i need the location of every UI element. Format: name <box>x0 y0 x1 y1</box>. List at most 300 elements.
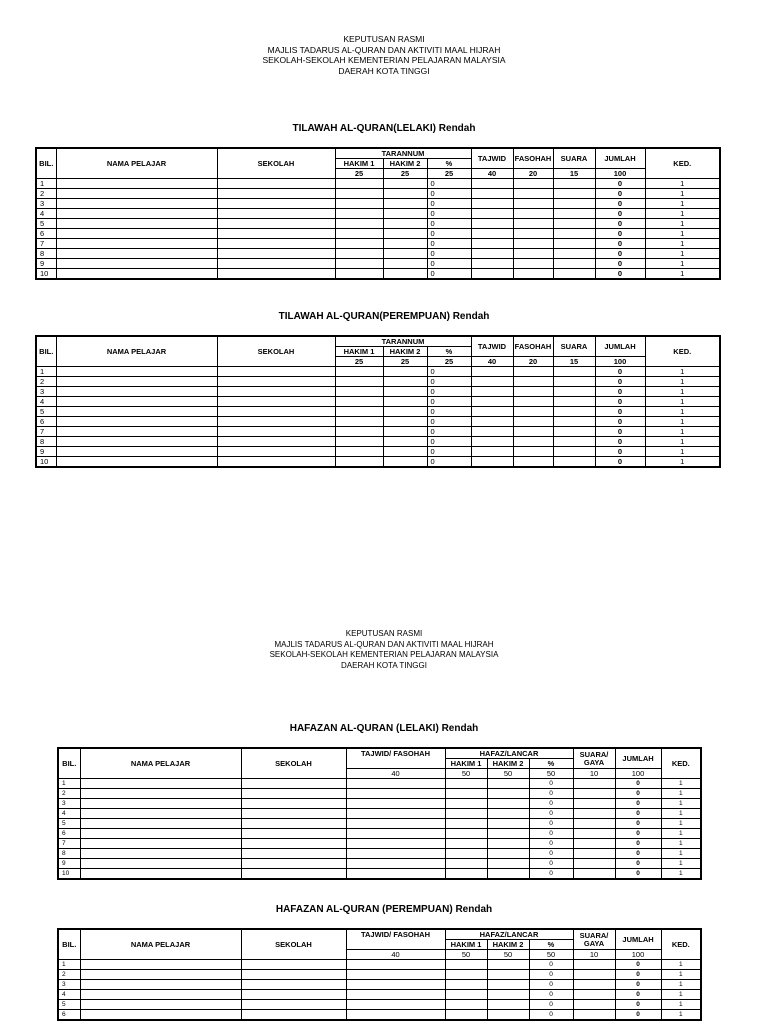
cell-tajwid <box>471 239 513 249</box>
table-row <box>58 799 701 809</box>
cell-hakim2 <box>487 1000 529 1010</box>
cell-hakim2 <box>383 377 427 387</box>
cell-hakim2 <box>487 980 529 990</box>
col-hakim2: HAKIM 2 <box>487 759 529 769</box>
cell-pct: 0 <box>529 849 573 859</box>
cell-pct: 0 <box>427 179 471 189</box>
cell-jumlah: 0 <box>615 980 661 990</box>
col-jumlah: JUMLAH <box>615 748 661 769</box>
cell-bil: 5 <box>58 819 80 829</box>
cell-nama <box>80 829 241 839</box>
col-tajwid: TAJWID <box>471 336 513 357</box>
cell-jumlah: 0 <box>615 859 661 869</box>
cell-tajwid-fasohah <box>346 849 445 859</box>
cell-bil: 1 <box>58 960 80 970</box>
cell-tajwid-fasohah <box>346 990 445 1000</box>
cell-hakim2 <box>487 869 529 880</box>
cell-jumlah: 0 <box>595 209 645 219</box>
cell-ked: 1 <box>645 447 720 457</box>
cell-hakim2 <box>383 239 427 249</box>
table-row <box>58 869 701 880</box>
col-hakim2: HAKIM 2 <box>487 940 529 950</box>
max-score: 25 <box>335 169 383 179</box>
cell-hakim1 <box>445 980 487 990</box>
cell-sekolah <box>217 189 335 199</box>
cell-ked: 1 <box>645 457 720 468</box>
cell-hakim2 <box>487 819 529 829</box>
max-score: 10 <box>573 769 615 779</box>
cell-nama <box>80 799 241 809</box>
cell-suara-gaya <box>573 809 615 819</box>
cell-bil: 2 <box>58 789 80 799</box>
cell-sekolah <box>217 367 335 377</box>
cell-sekolah <box>241 839 346 849</box>
cell-pct: 0 <box>427 219 471 229</box>
max-score: 100 <box>595 357 645 367</box>
cell-pct: 0 <box>529 779 573 789</box>
cell-fasohah <box>513 417 553 427</box>
cell-tajwid-fasohah <box>346 819 445 829</box>
cell-hakim2 <box>487 839 529 849</box>
header-line: DAERAH KOTA TINGGI <box>338 65 430 76</box>
cell-ked: 1 <box>645 377 720 387</box>
cell-tajwid-fasohah <box>346 789 445 799</box>
cell-jumlah: 0 <box>615 869 661 880</box>
cell-hakim1 <box>335 269 383 280</box>
table-row <box>58 829 701 839</box>
cell-hakim1 <box>335 179 383 189</box>
cell-hakim1 <box>335 249 383 259</box>
cell-sekolah <box>241 809 346 819</box>
col-tajwid-fasohah: TAJWID/ FASOHAH <box>346 929 445 950</box>
cell-ked: 1 <box>645 199 720 209</box>
cell-suara <box>553 367 595 377</box>
col-hafaz-lancar: HAFAZ/LANCAR <box>445 748 573 759</box>
col-jumlah: JUMLAH <box>615 929 661 950</box>
cell-bil: 3 <box>58 799 80 809</box>
cell-ked: 1 <box>645 427 720 437</box>
cell-nama <box>56 407 217 417</box>
cell-hakim1 <box>335 189 383 199</box>
col-bil: BIL. <box>58 748 80 779</box>
cell-sekolah <box>217 249 335 259</box>
cell-pct: 0 <box>529 960 573 970</box>
cell-suara <box>553 387 595 397</box>
cell-jumlah: 0 <box>595 219 645 229</box>
cell-suara-gaya <box>573 799 615 809</box>
col-ked: KED. <box>661 748 701 779</box>
cell-suara <box>553 397 595 407</box>
table-row <box>36 199 720 209</box>
header-line: KEPUTUSAN RASMI <box>345 629 423 638</box>
col-jumlah: JUMLAH <box>595 148 645 169</box>
cell-bil: 6 <box>58 829 80 839</box>
cell-sekolah <box>217 447 335 457</box>
cell-tajwid <box>471 259 513 269</box>
cell-bil: 3 <box>36 199 56 209</box>
cell-suara <box>553 437 595 447</box>
cell-pct: 0 <box>529 799 573 809</box>
table-row <box>58 859 701 869</box>
cell-tajwid-fasohah <box>346 970 445 980</box>
table-row <box>36 407 720 417</box>
cell-suara <box>553 179 595 189</box>
cell-pct: 0 <box>427 417 471 427</box>
cell-bil: 9 <box>36 447 56 457</box>
cell-fasohah <box>513 367 553 377</box>
cell-bil: 4 <box>58 990 80 1000</box>
cell-hakim1 <box>445 789 487 799</box>
col-tarannum: TARANNUM <box>335 336 471 347</box>
cell-hakim2 <box>383 219 427 229</box>
cell-hakim1 <box>335 417 383 427</box>
cell-hakim1 <box>335 437 383 447</box>
cell-pct: 0 <box>427 239 471 249</box>
cell-tajwid <box>471 219 513 229</box>
cell-bil: 5 <box>36 407 56 417</box>
cell-nama <box>56 209 217 219</box>
cell-sekolah <box>241 819 346 829</box>
cell-nama <box>80 960 241 970</box>
cell-ked: 1 <box>645 417 720 427</box>
cell-jumlah: 0 <box>615 990 661 1000</box>
cell-fasohah <box>513 259 553 269</box>
cell-hakim2 <box>383 189 427 199</box>
cell-tajwid-fasohah <box>346 869 445 880</box>
cell-sekolah <box>217 219 335 229</box>
cell-suara-gaya <box>573 849 615 859</box>
cell-sekolah <box>241 849 346 859</box>
col-bil: BIL. <box>58 929 80 960</box>
table-row <box>36 239 720 249</box>
cell-tajwid <box>471 249 513 259</box>
cell-hakim2 <box>487 1010 529 1021</box>
max-score: 25 <box>335 357 383 367</box>
cell-pct: 0 <box>427 397 471 407</box>
cell-pct: 0 <box>529 980 573 990</box>
cell-hakim1 <box>445 829 487 839</box>
cell-hakim2 <box>487 829 529 839</box>
cell-sekolah <box>217 377 335 387</box>
cell-nama <box>56 437 217 447</box>
col-ked: KED. <box>661 929 701 960</box>
cell-jumlah: 0 <box>615 1010 661 1021</box>
cell-ked: 1 <box>645 269 720 280</box>
cell-fasohah <box>513 209 553 219</box>
cell-fasohah <box>513 179 553 189</box>
cell-jumlah: 0 <box>615 819 661 829</box>
cell-hakim1 <box>335 239 383 249</box>
cell-suara <box>553 259 595 269</box>
col-pct: % <box>529 940 573 950</box>
cell-tajwid-fasohah <box>346 1010 445 1021</box>
cell-bil: 8 <box>36 437 56 447</box>
cell-hakim1 <box>335 367 383 377</box>
cell-pct: 0 <box>529 829 573 839</box>
cell-bil: 10 <box>58 869 80 880</box>
cell-ked: 1 <box>661 1010 701 1021</box>
cell-pct: 0 <box>427 209 471 219</box>
cell-tajwid <box>471 367 513 377</box>
col-hakim2: HAKIM 2 <box>383 347 427 357</box>
cell-sekolah <box>217 209 335 219</box>
table-row <box>36 387 720 397</box>
cell-hakim1 <box>335 457 383 468</box>
cell-hakim1 <box>445 839 487 849</box>
cell-suara <box>553 239 595 249</box>
cell-bil: 9 <box>36 259 56 269</box>
cell-suara <box>553 457 595 468</box>
cell-sekolah <box>241 1010 346 1021</box>
cell-fasohah <box>513 239 553 249</box>
cell-jumlah: 0 <box>615 829 661 839</box>
col-hakim1: HAKIM 1 <box>335 159 383 169</box>
cell-nama <box>80 819 241 829</box>
cell-tajwid <box>471 437 513 447</box>
cell-hakim1 <box>445 1000 487 1010</box>
col-jumlah: JUMLAH <box>595 336 645 357</box>
cell-fasohah <box>513 189 553 199</box>
page2-header <box>0 629 768 671</box>
cell-tajwid-fasohah <box>346 859 445 869</box>
cell-ked: 1 <box>645 259 720 269</box>
cell-nama <box>80 809 241 819</box>
cell-jumlah: 0 <box>595 437 645 447</box>
table-row <box>58 809 701 819</box>
cell-jumlah: 0 <box>595 377 645 387</box>
cell-tajwid-fasohah <box>346 960 445 970</box>
col-tajwid: TAJWID <box>471 148 513 169</box>
cell-jumlah: 0 <box>595 457 645 468</box>
cell-pct: 0 <box>529 1010 573 1021</box>
cell-suara <box>553 189 595 199</box>
table-row <box>58 849 701 859</box>
cell-hakim2 <box>487 779 529 789</box>
cell-ked: 1 <box>645 397 720 407</box>
cell-bil: 1 <box>58 779 80 789</box>
cell-sekolah <box>241 960 346 970</box>
cell-jumlah: 0 <box>595 427 645 437</box>
table-row <box>36 457 720 468</box>
col-pct: % <box>427 347 471 357</box>
section-title-hafazan-perempuan: HAFAZAN AL-QURAN (PEREMPUAN) Rendah <box>275 904 493 915</box>
cell-fasohah <box>513 457 553 468</box>
cell-bil: 4 <box>58 809 80 819</box>
cell-jumlah: 0 <box>595 367 645 377</box>
cell-nama <box>80 1000 241 1010</box>
table-row <box>36 437 720 447</box>
cell-ked: 1 <box>661 789 701 799</box>
cell-bil: 1 <box>36 367 56 377</box>
cell-suara-gaya <box>573 1000 615 1010</box>
cell-ked: 1 <box>645 367 720 377</box>
cell-suara <box>553 417 595 427</box>
cell-hakim1 <box>445 809 487 819</box>
table-row <box>58 779 701 789</box>
table-row <box>58 990 701 1000</box>
cell-hakim2 <box>383 209 427 219</box>
cell-suara <box>553 209 595 219</box>
cell-sekolah <box>217 457 335 468</box>
cell-suara-gaya <box>573 819 615 829</box>
max-score: 100 <box>615 950 661 960</box>
col-nama-pelajar: NAMA PELAJAR <box>56 336 217 367</box>
cell-ked: 1 <box>661 869 701 880</box>
cell-pct: 0 <box>529 859 573 869</box>
col-pct: % <box>529 759 573 769</box>
cell-hakim1 <box>335 387 383 397</box>
cell-sekolah <box>217 259 335 269</box>
cell-ked: 1 <box>661 1000 701 1010</box>
cell-ked: 1 <box>645 387 720 397</box>
cell-nama <box>80 869 241 880</box>
cell-jumlah: 0 <box>595 179 645 189</box>
max-score: 50 <box>487 950 529 960</box>
cell-nama <box>56 397 217 407</box>
cell-pct: 0 <box>427 437 471 447</box>
cell-jumlah: 0 <box>615 789 661 799</box>
col-nama-pelajar: NAMA PELAJAR <box>56 148 217 179</box>
cell-hakim2 <box>383 387 427 397</box>
table-row <box>36 249 720 259</box>
cell-pct: 0 <box>427 377 471 387</box>
cell-pct: 0 <box>427 407 471 417</box>
section-title-tilawah-lelaki: TILAWAH AL-QURAN(LELAKI) Rendah <box>292 123 476 134</box>
max-score: 50 <box>529 769 573 779</box>
cell-ked: 1 <box>661 859 701 869</box>
cell-jumlah: 0 <box>595 417 645 427</box>
col-ked: KED. <box>645 148 720 179</box>
cell-jumlah: 0 <box>615 849 661 859</box>
cell-sekolah <box>217 437 335 447</box>
col-fasohah: FASOHAH <box>513 336 553 357</box>
cell-bil: 2 <box>36 189 56 199</box>
table-row <box>58 960 701 970</box>
cell-hakim2 <box>487 859 529 869</box>
cell-hakim1 <box>445 859 487 869</box>
cell-pct: 0 <box>427 367 471 377</box>
col-bil: BIL. <box>36 336 56 367</box>
table-row <box>36 179 720 189</box>
table-row <box>36 209 720 219</box>
cell-sekolah <box>241 829 346 839</box>
cell-hakim1 <box>445 799 487 809</box>
cell-hakim1 <box>335 259 383 269</box>
cell-ked: 1 <box>661 960 701 970</box>
cell-bil: 7 <box>36 239 56 249</box>
tilawah-lelaki-table <box>35 147 721 280</box>
col-sekolah: SEKOLAH <box>217 336 335 367</box>
cell-hakim1 <box>335 407 383 417</box>
cell-hakim1 <box>335 427 383 437</box>
cell-sekolah <box>217 387 335 397</box>
cell-nama <box>80 779 241 789</box>
cell-tajwid <box>471 209 513 219</box>
max-score: 50 <box>445 950 487 960</box>
cell-pct: 0 <box>529 990 573 1000</box>
cell-bil: 6 <box>36 229 56 239</box>
cell-nama <box>56 189 217 199</box>
cell-sekolah <box>217 269 335 280</box>
cell-jumlah: 0 <box>595 199 645 209</box>
cell-sekolah <box>241 1000 346 1010</box>
cell-fasohah <box>513 199 553 209</box>
cell-sekolah <box>241 990 346 1000</box>
cell-fasohah <box>513 377 553 387</box>
col-nama-pelajar: NAMA PELAJAR <box>80 748 241 779</box>
cell-hakim2 <box>487 809 529 819</box>
cell-pct: 0 <box>427 199 471 209</box>
cell-hakim2 <box>383 269 427 280</box>
cell-ked: 1 <box>661 839 701 849</box>
cell-ked: 1 <box>645 407 720 417</box>
max-score: 20 <box>513 169 553 179</box>
cell-hakim1 <box>445 960 487 970</box>
cell-tajwid-fasohah <box>346 809 445 819</box>
table-row <box>36 417 720 427</box>
cell-bil: 6 <box>58 1010 80 1021</box>
cell-pct: 0 <box>529 809 573 819</box>
cell-jumlah: 0 <box>595 269 645 280</box>
header-line: MAJLIS TADARUS AL-QURAN DAN AKTIVITI MAAL HIJRAH <box>274 639 494 649</box>
cell-jumlah: 0 <box>615 970 661 980</box>
cell-ked: 1 <box>661 799 701 809</box>
cell-suara-gaya <box>573 970 615 980</box>
max-score: 10 <box>573 950 615 960</box>
max-score: 50 <box>529 950 573 960</box>
cell-pct: 0 <box>427 259 471 269</box>
cell-jumlah: 0 <box>615 779 661 789</box>
col-fasohah: FASOHAH <box>513 148 553 169</box>
cell-bil: 3 <box>36 387 56 397</box>
cell-hakim1 <box>335 377 383 387</box>
cell-bil: 10 <box>36 457 56 468</box>
cell-ked: 1 <box>645 229 720 239</box>
cell-bil: 8 <box>36 249 56 259</box>
col-sekolah: SEKOLAH <box>241 748 346 779</box>
cell-hakim2 <box>487 799 529 809</box>
cell-ked: 1 <box>645 179 720 189</box>
max-score: 25 <box>383 357 427 367</box>
cell-hakim2 <box>383 407 427 417</box>
cell-nama <box>56 229 217 239</box>
cell-ked: 1 <box>645 189 720 199</box>
cell-jumlah: 0 <box>615 960 661 970</box>
cell-suara-gaya <box>573 829 615 839</box>
cell-sekolah <box>217 417 335 427</box>
cell-ked: 1 <box>661 980 701 990</box>
max-score: 15 <box>553 357 595 367</box>
cell-jumlah: 0 <box>595 249 645 259</box>
section-title-tilawah-perempuan: TILAWAH AL-QURAN(PEREMPUAN) Rendah <box>278 311 490 322</box>
cell-hakim2 <box>383 457 427 468</box>
cell-suara-gaya <box>573 859 615 869</box>
cell-ked: 1 <box>661 849 701 859</box>
col-hakim2: HAKIM 2 <box>383 159 427 169</box>
cell-hakim2 <box>487 970 529 980</box>
cell-hakim2 <box>487 789 529 799</box>
cell-hakim1 <box>335 219 383 229</box>
table-row <box>58 819 701 829</box>
cell-sekolah <box>241 779 346 789</box>
cell-hakim1 <box>335 199 383 209</box>
cell-tajwid <box>471 199 513 209</box>
cell-nama <box>56 219 217 229</box>
cell-hakim2 <box>383 199 427 209</box>
cell-pct: 0 <box>529 970 573 980</box>
cell-ked: 1 <box>645 249 720 259</box>
max-score: 25 <box>427 357 471 367</box>
